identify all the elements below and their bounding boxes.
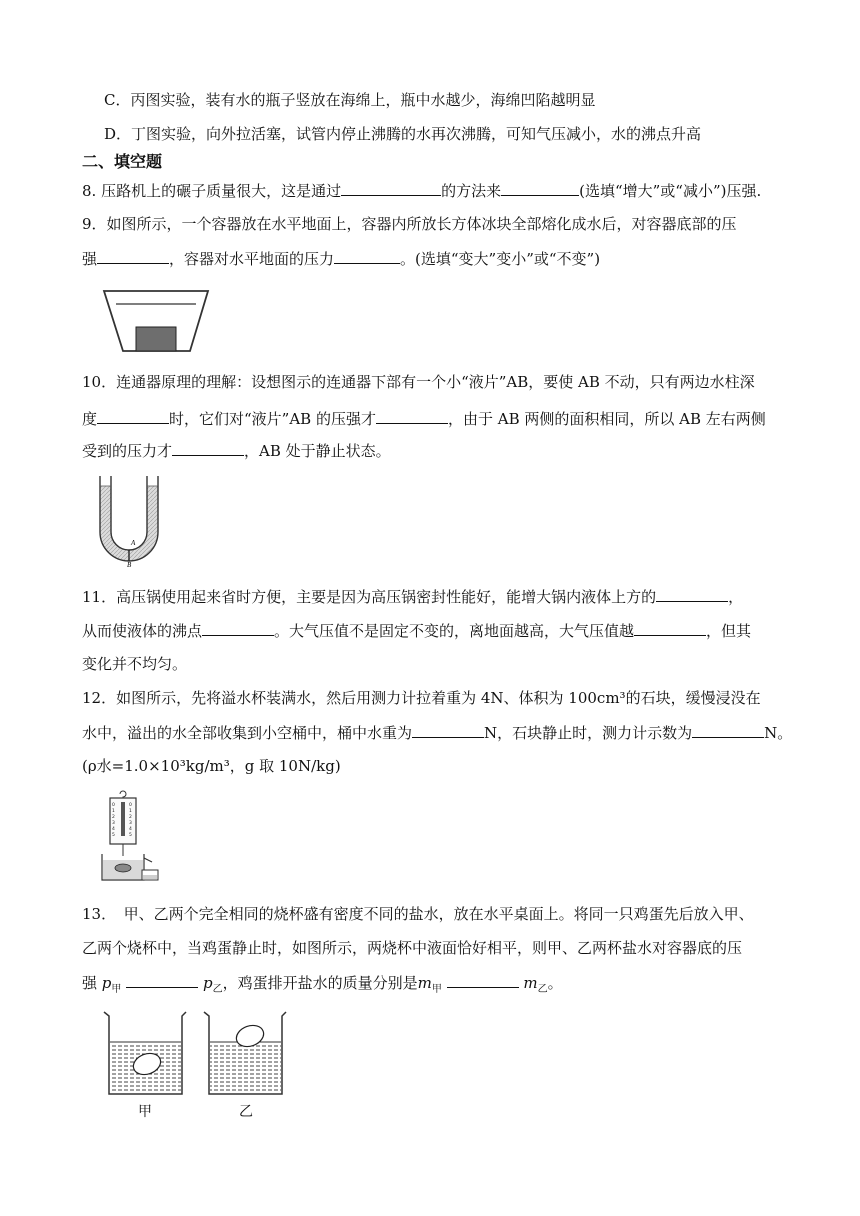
q9-text-a: 强 (82, 250, 98, 268)
q11-text-a: 11．高压锅使用起来省时方便，主要是因为高压锅密封性能好，能增大锅内液体上方的 (82, 588, 657, 606)
svg-text:1: 1 (112, 809, 115, 814)
m-jia-var: m (417, 974, 432, 992)
section-title: 二、填空题 (82, 152, 163, 171)
question-9-line-1: 9．如图所示，一个容器放在水平地面上，容器内所放长方体冰块全部熔化成水后，对容器底部的压 (82, 215, 737, 233)
q11-text-b: ， (728, 588, 744, 606)
question-12-line-3: (ρ水=1.0×10³kg/m³，g 取 10N/kg) (82, 757, 341, 775)
container-ice-figure (102, 288, 212, 354)
q10-text-d: 受到的压力才 (82, 442, 173, 460)
option-c: C．丙图实验，装有水的瓶子竖放在海绵上，瓶中水越少，海绵凹陷越明显 (104, 91, 596, 109)
q9-blank-2[interactable] (334, 248, 400, 264)
svg-text:5: 5 (129, 833, 132, 838)
stone (115, 864, 131, 872)
label-jia: 甲 (138, 1104, 152, 1120)
q9-text-b: ，容器对水平地面的压力 (169, 250, 335, 268)
question-11-line-3: 变化并不均匀。 (82, 655, 188, 673)
q10-text-c: ，由于 AB 两侧的面积相同，所以 AB 左右两侧 (447, 410, 766, 428)
q13-text-c: 。 (547, 974, 563, 992)
connected-vessel-figure (98, 474, 160, 568)
question-12-line-2 (82, 722, 792, 743)
svg-text:2: 2 (112, 815, 115, 820)
q11-blank-3[interactable] (634, 620, 706, 636)
label-yi: 乙 (239, 1104, 253, 1120)
q9-text-c: 。(选填“变大”变小”或“不变”) (400, 250, 601, 268)
question-13-line-2: 乙两个烧杯中，当鸡蛋静止时，如图所示，两烧杯中液面恰好相平，则甲、乙两杯盐水对容器底的压 (82, 939, 743, 957)
label-a: A (131, 539, 136, 547)
q8-blank-2[interactable] (501, 180, 579, 196)
q13-text-b: ，鸡蛋排开盐水的质量分别是 (222, 974, 418, 992)
q10-blank-2[interactable] (376, 408, 448, 424)
question-11-line-1 (82, 586, 743, 607)
q8-text-a: 8. 压路机上的碾子质量很大，这是通过 (82, 182, 342, 200)
question-10-line-2 (82, 408, 766, 429)
q11-text-d: 。大气压值不是固定不变的，离地面越高，大气压值越 (274, 622, 635, 640)
svg-text:3: 3 (129, 821, 132, 826)
svg-text:0: 0 (129, 803, 132, 808)
q8-text-c: (选填“增大”或“减小”)压强. (579, 182, 762, 200)
option-d: D．丁图实验，向外拉活塞，试管内停止沸腾的水再次沸腾，可知气压减小，水的沸点升高 (104, 125, 702, 143)
ice-block (136, 327, 176, 351)
q13-blank-1[interactable] (126, 972, 198, 988)
q11-text-e: ，但其 (706, 622, 752, 640)
q8-text-b: 的方法来 (441, 182, 502, 200)
q9-blank-1[interactable] (97, 248, 169, 264)
q10-blank-3[interactable] (172, 440, 244, 456)
q10-text-e: ，AB 处于静止状态。 (244, 442, 391, 460)
label-b: B (127, 561, 132, 568)
question-10-line-3 (82, 440, 391, 461)
q11-blank-1[interactable] (656, 586, 728, 602)
q13-text-a: 强 (82, 974, 98, 992)
svg-text:4: 4 (112, 827, 115, 832)
q12-text-a: 水中，溢出的水全部收集到小空桶中，桶中水重为 (82, 724, 413, 742)
svg-text:1: 1 (129, 809, 132, 814)
q8-blank-1[interactable] (341, 180, 441, 196)
q10-blank-1[interactable] (97, 408, 169, 424)
p-yi-var: p (202, 974, 213, 992)
q12-blank-2[interactable] (692, 722, 764, 738)
q11-blank-2[interactable] (202, 620, 274, 636)
svg-text:5: 5 (112, 833, 115, 838)
spring-scale-overflow-figure (98, 788, 164, 884)
q13-blank-2[interactable] (447, 972, 519, 988)
question-8 (82, 180, 761, 201)
q12-blank-1[interactable] (412, 722, 484, 738)
q12-text-c: N。 (764, 724, 793, 742)
q12-text-b: N，石块静止时，测力计示数为 (484, 724, 693, 742)
question-10-line-1: 10．连通器原理的理解：设想图示的连通器下部有一个小“液片”AB，要使 AB 不动，只有两边水柱深 (82, 373, 755, 391)
beakers-egg-figure (100, 1008, 290, 1120)
p-jia-var: p (101, 974, 112, 992)
svg-text:3: 3 (112, 821, 115, 826)
m-yi-var: m (523, 974, 538, 992)
q10-text-b: 时，它们对“液片”AB 的压强才 (169, 410, 376, 428)
question-11-line-2 (82, 620, 751, 641)
svg-text:0: 0 (112, 803, 115, 808)
question-9-line-2 (82, 248, 600, 269)
question-13-line-1: 13． 甲、乙两个完全相同的烧杯盛有密度不同的盐水，放在水平桌面上。将同一只鸡蛋先后放入甲、 (82, 905, 754, 923)
svg-text:4: 4 (129, 827, 132, 832)
question-13-line-3: 强 $p_甲$ $p_乙$，鸡蛋排开盐水的质量分别是$m_甲$ $m_乙$。 (82, 974, 563, 995)
svg-text:2: 2 (129, 815, 132, 820)
q11-text-c: 从而使液体的沸点 (82, 622, 203, 640)
question-12-line-1: 12．如图所示，先将溢水杯装满水，然后用测力计拉着重为 4N、体积为 100cm³的石块，缓慢浸没在 (82, 689, 761, 707)
q10-text-a: 度 (82, 410, 98, 428)
